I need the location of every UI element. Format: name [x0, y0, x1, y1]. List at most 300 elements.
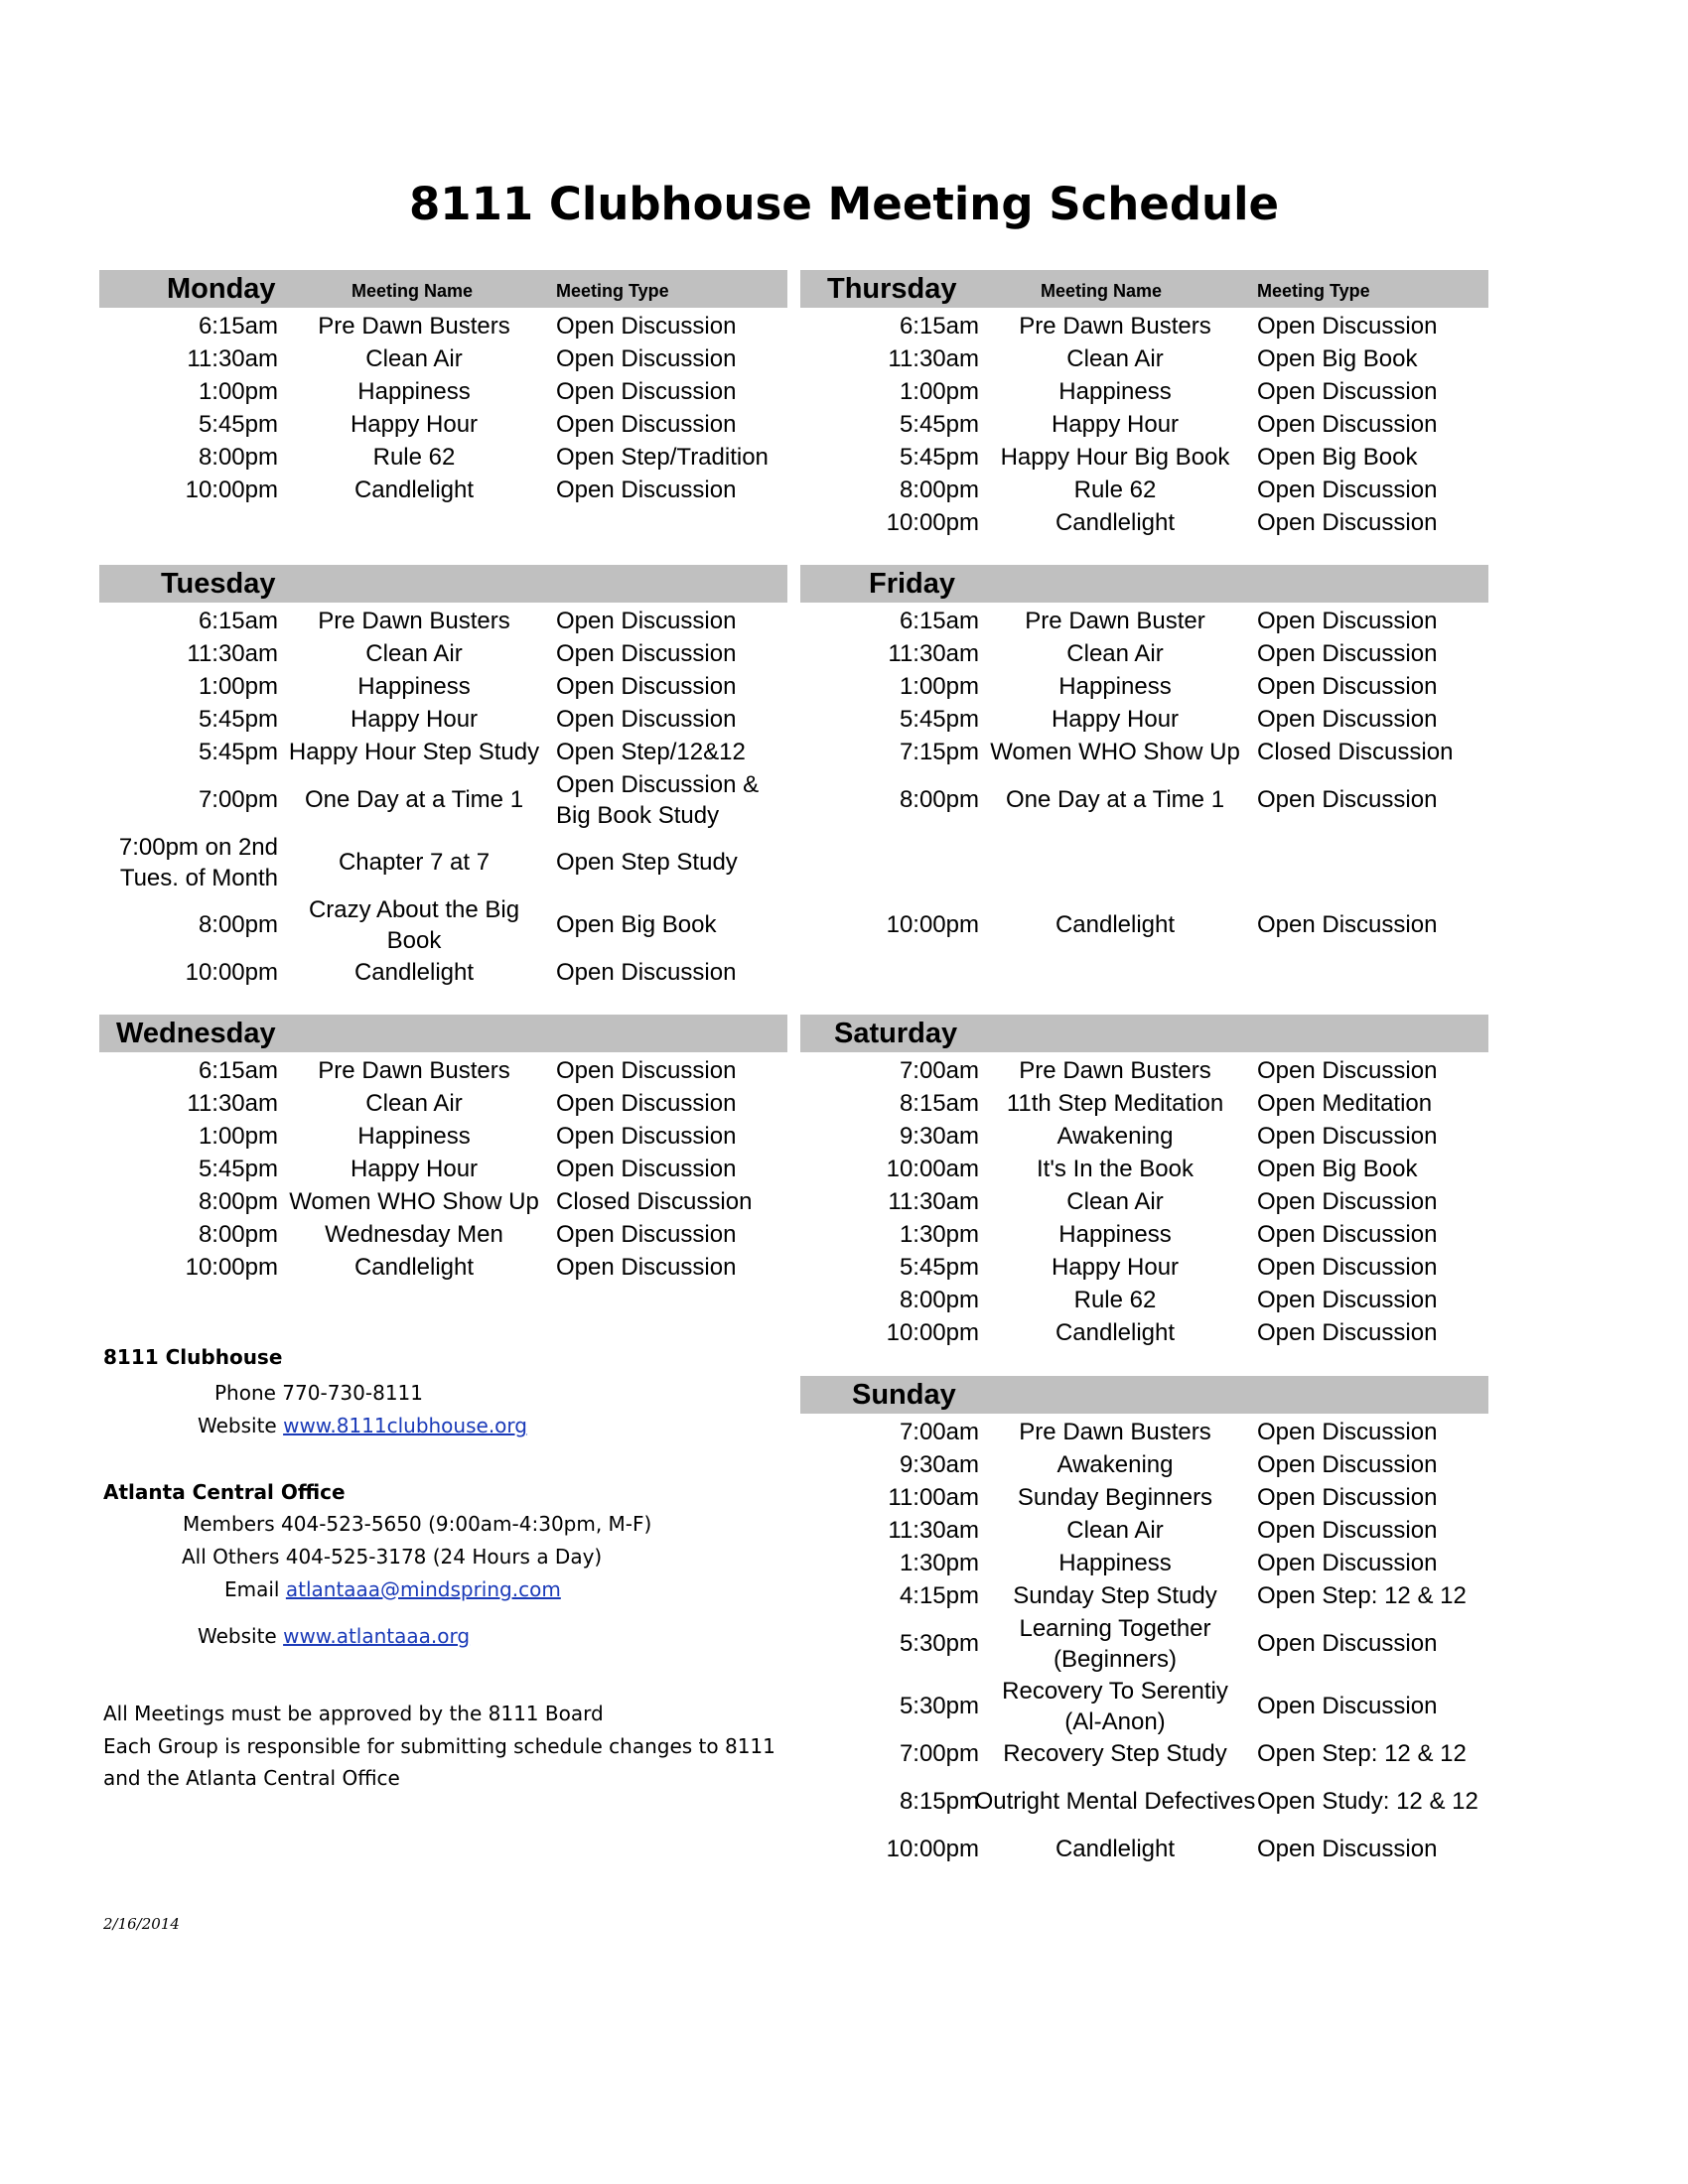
meeting-type: Open Step/12&12 — [556, 739, 746, 765]
meeting-type-cell — [1257, 1833, 1495, 1865]
meeting-name-cell — [985, 1675, 1245, 1737]
time-cell — [99, 474, 278, 506]
meeting-name-cell — [284, 1054, 544, 1087]
meeting-name-cell — [985, 637, 1245, 670]
meeting-type: Open Big Book — [556, 911, 717, 938]
meeting-type: Open Discussion — [1257, 411, 1438, 438]
table-row — [99, 1218, 787, 1251]
table-row — [99, 670, 787, 703]
time-cell — [99, 831, 278, 893]
time-cell — [800, 1448, 979, 1481]
meeting-name-cell — [284, 1218, 544, 1251]
meeting-type: Open Discussion — [556, 378, 737, 405]
time-cell — [800, 703, 979, 736]
time: 8:00pm — [198, 1188, 278, 1215]
day-title: Monday — [167, 273, 276, 305]
time-cell — [800, 1675, 979, 1737]
table-row — [99, 893, 787, 956]
meeting-name-cell — [985, 375, 1245, 408]
meeting-type: Open Step: 12 & 12 — [1257, 1740, 1467, 1767]
meeting-type: Open Discussion — [1257, 1254, 1438, 1281]
sunday-header — [800, 1376, 1488, 1414]
time-cell — [99, 1185, 278, 1218]
meeting-name-cell — [284, 670, 544, 703]
meeting-type: Open Discussion — [1257, 1419, 1438, 1445]
meeting-type: Open Discussion — [1257, 1484, 1438, 1511]
time: 5:45pm — [198, 411, 278, 438]
meeting-name-cell — [284, 1251, 544, 1284]
meeting-name: Rule 62 — [372, 444, 456, 471]
meeting-name-cell — [985, 1120, 1245, 1153]
time-cell — [800, 637, 979, 670]
meeting-type: Closed Discussion — [1257, 739, 1454, 765]
office-email-link[interactable]: atlantaaa@mindspring.com — [285, 1577, 561, 1601]
time: 10:00pm — [886, 1319, 979, 1346]
table-row — [800, 441, 1488, 474]
meeting-type-cell — [1257, 342, 1495, 375]
meeting-type: Open Discussion — [556, 313, 737, 340]
meeting-name: Happy Hour — [350, 411, 479, 438]
meeting-type-cell — [1257, 1770, 1495, 1833]
time: 7:00am — [899, 1419, 979, 1445]
table-row — [800, 1153, 1488, 1185]
table-row — [800, 1675, 1488, 1737]
table-row — [99, 831, 787, 893]
meeting-type: Open Study: 12 & 12 — [1257, 1788, 1478, 1815]
meeting-type-cell — [1257, 605, 1495, 637]
time: 10:00pm — [886, 911, 979, 938]
monday-header — [99, 270, 787, 308]
meeting-type: Open Discussion — [1257, 1517, 1438, 1544]
time: 9:30am — [899, 1451, 979, 1478]
meeting-type: Open Big Book — [1257, 345, 1418, 372]
meeting-type: Open Discussion — [1257, 1188, 1438, 1215]
time-cell — [800, 1120, 979, 1153]
time-cell — [800, 768, 979, 831]
meeting-name: Pre Dawn Busters — [1019, 1057, 1211, 1084]
meeting-type-cell — [556, 310, 794, 342]
table-row — [800, 474, 1488, 506]
meeting-name: Happy Hour — [1051, 706, 1180, 733]
day-title: Friday — [869, 568, 956, 600]
meeting-name-cell — [985, 1579, 1245, 1612]
meeting-type-cell — [556, 1054, 794, 1087]
meeting-name-cell — [985, 1612, 1245, 1675]
time-cell — [99, 408, 278, 441]
meeting-type-cell — [1257, 1675, 1495, 1737]
meeting-name: Chapter 7 at 7 — [338, 849, 491, 876]
meeting-type-cell — [1257, 1120, 1495, 1153]
website-label: Website — [198, 1414, 277, 1437]
time-cell — [800, 310, 979, 342]
table-row — [800, 831, 1488, 893]
meeting-name-cell — [985, 1251, 1245, 1284]
time: 6:15am — [899, 608, 979, 634]
meeting-type-cell — [1257, 893, 1495, 956]
meeting-name: Pre Dawn Busters — [318, 1057, 510, 1084]
time-cell — [800, 670, 979, 703]
meeting-type-cell — [556, 1153, 794, 1185]
meeting-name: Outright Mental Defectives — [974, 1788, 1256, 1815]
table-row — [800, 506, 1488, 539]
table-row — [800, 605, 1488, 637]
time-cell — [800, 1251, 979, 1284]
time-cell — [800, 736, 979, 768]
meeting-type: Open Discussion — [556, 1057, 737, 1084]
time: 10:00pm — [886, 1836, 979, 1862]
meeting-type: Open Discussion — [556, 411, 737, 438]
meeting-type: Open Step Study — [556, 849, 738, 876]
time-cell — [800, 375, 979, 408]
table-row — [800, 1833, 1488, 1865]
time-cell — [800, 1612, 979, 1675]
meeting-name-cell — [284, 474, 544, 506]
day-title: Thursday — [827, 273, 957, 305]
time: 5:45pm — [899, 706, 979, 733]
meeting-name: Awakening — [1056, 1123, 1174, 1150]
meeting-type: Open Discussion — [1257, 509, 1438, 536]
meeting-type-cell — [1257, 474, 1495, 506]
meeting-type-cell — [556, 736, 794, 768]
meeting-name-cell — [985, 736, 1245, 768]
time-cell — [800, 1770, 979, 1833]
meeting-type-cell — [1257, 1316, 1495, 1349]
time: 11:30am — [888, 1188, 979, 1215]
meeting-name: Candlelight — [1055, 911, 1176, 938]
meeting-name-cell — [974, 1770, 1256, 1833]
meeting-type: Open Discussion — [556, 608, 737, 634]
meeting-name-cell — [284, 768, 544, 831]
thursday-header — [800, 270, 1488, 308]
time: 5:30pm — [899, 1630, 979, 1657]
time: 10:00pm — [185, 959, 278, 986]
table-row — [800, 1770, 1488, 1833]
meeting-name: Pre Dawn Busters — [1019, 313, 1211, 340]
table-row — [800, 1284, 1488, 1316]
meeting-type: Open Discussion — [1257, 378, 1438, 405]
meeting-name: Learning Together (Beginners) — [1019, 1614, 1211, 1673]
table-row — [99, 310, 787, 342]
time: 11:30am — [187, 1090, 278, 1117]
meeting-name-cell — [985, 1153, 1245, 1185]
meeting-type-cell — [1257, 310, 1495, 342]
time-cell — [99, 310, 278, 342]
meeting-type-cell — [1257, 441, 1495, 474]
time: 8:00pm — [198, 444, 278, 471]
meeting-type-cell — [556, 768, 794, 831]
table-row — [800, 1514, 1488, 1547]
meeting-name: Clean Air — [365, 1090, 463, 1117]
time: 8:00pm — [198, 911, 278, 938]
meeting-name: Pre Dawn Busters — [318, 313, 510, 340]
time: 6:15am — [198, 1057, 278, 1084]
time-cell — [800, 1481, 979, 1514]
time: 8:15pm — [899, 1788, 979, 1815]
time-cell — [99, 342, 278, 375]
meeting-name: Happiness — [1058, 1221, 1172, 1248]
meeting-type-cell — [556, 831, 794, 893]
meeting-type-cell — [1257, 1054, 1495, 1087]
time: 5:45pm — [198, 706, 278, 733]
meeting-type: Open Discussion — [1257, 1836, 1438, 1862]
time: 5:45pm — [899, 411, 979, 438]
tuesday-section — [99, 565, 787, 986]
meeting-type-cell — [1257, 637, 1495, 670]
meeting-type: Open Discussion — [556, 1221, 737, 1248]
meeting-name-cell — [985, 893, 1245, 956]
meeting-name: Happy Hour — [350, 706, 479, 733]
meeting-type: Open Discussion — [556, 477, 737, 503]
meeting-type-cell — [556, 375, 794, 408]
meeting-type-cell — [1257, 1448, 1495, 1481]
meeting-name-cell — [284, 1120, 544, 1153]
time-cell — [800, 342, 979, 375]
time: 4:15pm — [899, 1582, 979, 1609]
time-cell — [800, 474, 979, 506]
page-title: 8111 Clubhouse Meeting Schedule — [408, 178, 1280, 230]
meeting-type-cell — [556, 956, 794, 989]
table-row — [800, 1185, 1488, 1218]
clubhouse-website-line — [198, 1411, 527, 1440]
time-cell — [99, 670, 278, 703]
table-row — [800, 342, 1488, 375]
time: 1:00pm — [899, 378, 979, 405]
meeting-name-cell — [985, 408, 1245, 441]
meeting-type: Open Discussion — [556, 1090, 737, 1117]
friday-header — [800, 565, 1488, 603]
meeting-type-cell — [1257, 375, 1495, 408]
meeting-type-cell — [1257, 1218, 1495, 1251]
table-row — [99, 1153, 787, 1185]
meeting-type: Open Discussion — [1257, 786, 1438, 813]
table-row — [800, 1416, 1488, 1448]
meeting-name: Happy Hour — [1051, 1254, 1180, 1281]
meeting-name-cell — [985, 1547, 1245, 1579]
meeting-type-cell — [556, 342, 794, 375]
clubhouse-phone: Phone 770-730-8111 — [214, 1381, 423, 1405]
meeting-name: Happiness — [357, 1123, 471, 1150]
meeting-name: Candlelight — [1055, 1319, 1176, 1346]
time: 8:15am — [899, 1090, 979, 1117]
meeting-name: Candlelight — [353, 959, 475, 986]
meeting-type: Open Discussion — [1257, 706, 1438, 733]
meeting-name-cell — [985, 670, 1245, 703]
meeting-name-cell — [985, 1416, 1245, 1448]
members-phone: Members 404-523-5650 (9:00am-4:30pm, M-F) — [183, 1512, 652, 1536]
time: 7:15pm — [899, 739, 979, 765]
time-cell — [99, 1153, 278, 1185]
meeting-name-cell — [985, 1833, 1245, 1865]
meeting-name-cell — [284, 441, 544, 474]
day-title: Wednesday — [116, 1018, 276, 1049]
time: 7:00am — [899, 1057, 979, 1084]
meeting-name: Clean Air — [1066, 345, 1164, 372]
table-row — [800, 1737, 1488, 1770]
meeting-type-cell — [1257, 1547, 1495, 1579]
meeting-name: One Day at a Time 1 — [1005, 786, 1225, 813]
meeting-type: Open Meditation — [1257, 1090, 1433, 1117]
meeting-type: Open Discussion & Big Book Study — [556, 770, 760, 829]
time: 1:00pm — [198, 378, 278, 405]
meeting-type: Open Discussion — [1257, 1123, 1438, 1150]
time: 9:30am — [899, 1123, 979, 1150]
meeting-name: Rule 62 — [1073, 1287, 1157, 1313]
meeting-name-cell — [985, 831, 1245, 893]
meeting-type: Open Discussion — [1257, 1221, 1438, 1248]
meeting-name: It's In the Book — [1036, 1156, 1194, 1182]
meeting-type: Open Discussion — [556, 673, 737, 700]
meeting-type: Open Discussion — [556, 640, 737, 667]
meeting-type-cell — [556, 1120, 794, 1153]
meeting-name-cell — [985, 1514, 1245, 1547]
meeting-name: Wednesday Men — [325, 1221, 503, 1248]
meeting-name-cell — [985, 474, 1245, 506]
time-cell — [800, 1185, 979, 1218]
table-row — [800, 1120, 1488, 1153]
meeting-name: Clean Air — [1066, 1188, 1164, 1215]
meeting-name-cell — [985, 1284, 1245, 1316]
meeting-type: Open Discussion — [556, 1123, 737, 1150]
time-cell — [800, 1579, 979, 1612]
table-row — [800, 1481, 1488, 1514]
time: 11:30am — [888, 640, 979, 667]
meeting-type-cell — [1257, 703, 1495, 736]
meeting-type-cell — [556, 670, 794, 703]
table-row — [800, 310, 1488, 342]
meeting-name-cell — [985, 703, 1245, 736]
friday-section — [800, 565, 1488, 938]
time-cell — [800, 1316, 979, 1349]
meeting-type-cell — [556, 1218, 794, 1251]
meeting-type: Open Discussion — [556, 959, 737, 986]
meeting-name-cell — [284, 408, 544, 441]
meeting-name: Rule 62 — [1073, 477, 1157, 503]
note-responsibility-cont: and the Atlanta Central Office — [103, 1766, 400, 1790]
meeting-name: Pre Dawn Busters — [318, 608, 510, 634]
clubhouse-website-link[interactable]: www.8111clubhouse.org — [283, 1414, 527, 1437]
table-row — [800, 1612, 1488, 1675]
time-cell — [800, 893, 979, 956]
table-row — [800, 1054, 1488, 1087]
table-row — [99, 768, 787, 831]
column-header-name: Meeting Name — [352, 281, 474, 301]
meeting-type-cell — [1257, 1514, 1495, 1547]
table-row — [800, 893, 1488, 956]
meeting-name-cell — [284, 310, 544, 342]
time: 6:15am — [899, 313, 979, 340]
meeting-name: Clean Air — [1066, 640, 1164, 667]
time-cell — [99, 1218, 278, 1251]
table-row — [800, 1448, 1488, 1481]
meeting-name: Happiness — [1058, 1550, 1172, 1576]
office-website-line — [198, 1621, 470, 1651]
meeting-type-cell — [556, 1087, 794, 1120]
time: 6:15am — [198, 313, 278, 340]
meeting-name-cell — [985, 768, 1245, 831]
saturday-section — [800, 1015, 1488, 1346]
meeting-name: 11th Step Meditation — [1006, 1090, 1224, 1117]
meeting-type: Open Discussion — [1257, 1319, 1438, 1346]
time: 5:30pm — [899, 1693, 979, 1719]
meeting-type: Open Discussion — [1257, 1630, 1438, 1657]
table-row — [800, 637, 1488, 670]
meeting-type-cell — [1257, 1481, 1495, 1514]
day-title: Saturday — [834, 1018, 958, 1049]
time-cell — [99, 768, 278, 831]
meeting-type-cell — [1257, 1087, 1495, 1120]
table-row — [99, 408, 787, 441]
meeting-name-cell — [284, 736, 544, 768]
meeting-type-cell — [1257, 1284, 1495, 1316]
meeting-name-cell — [284, 703, 544, 736]
meeting-type-cell — [556, 474, 794, 506]
time: 1:00pm — [198, 1123, 278, 1150]
time: 7:00pm on 2nd Tues. of Month — [118, 833, 278, 891]
meeting-name-cell — [985, 1054, 1245, 1087]
meeting-type: Open Step: 12 & 12 — [1257, 1582, 1467, 1609]
website-label: Website — [198, 1624, 277, 1648]
table-row — [99, 474, 787, 506]
table-row — [99, 1054, 787, 1087]
meeting-type-cell — [556, 893, 794, 956]
time: 10:00am — [886, 1156, 979, 1182]
meeting-type-cell — [1257, 1153, 1495, 1185]
note-approval: All Meetings must be approved by the 8111 Board — [103, 1702, 604, 1725]
time-cell — [800, 1054, 979, 1087]
meeting-type: Open Discussion — [1257, 1550, 1438, 1576]
column-header-type: Meeting Type — [556, 281, 669, 301]
all-others-phone: All Others 404-525-3178 (24 Hours a Day) — [182, 1545, 603, 1569]
meeting-name-cell — [985, 605, 1245, 637]
meeting-name: Happy Hour — [1051, 411, 1180, 438]
meeting-name-cell — [985, 342, 1245, 375]
table-row — [99, 1185, 787, 1218]
revision-date: 2/16/2014 — [103, 1915, 180, 1933]
table-row — [99, 375, 787, 408]
time-cell — [99, 736, 278, 768]
table-row — [800, 1087, 1488, 1120]
time-cell — [800, 1514, 979, 1547]
meeting-type-cell — [1257, 506, 1495, 539]
meeting-type: Open Discussion — [1257, 608, 1438, 634]
time: 11:30am — [187, 345, 278, 372]
table-row — [99, 342, 787, 375]
time: 11:00am — [888, 1484, 979, 1511]
meeting-name: Sunday Step Study — [1013, 1582, 1217, 1609]
meeting-name-cell — [985, 1218, 1245, 1251]
meeting-name: Candlelight — [1055, 509, 1176, 536]
wednesday-header — [99, 1015, 787, 1052]
meeting-name: Candlelight — [353, 477, 475, 503]
note-responsibility: Each Group is responsible for submitting schedule changes to 8111 — [103, 1734, 775, 1758]
meeting-type: Open Discussion — [556, 1156, 737, 1182]
meeting-name-cell — [985, 310, 1245, 342]
table-row — [800, 1579, 1488, 1612]
table-row — [99, 1120, 787, 1153]
meeting-type: Open Discussion — [1257, 640, 1438, 667]
time-cell — [99, 703, 278, 736]
time-cell — [800, 1737, 979, 1770]
meeting-name-cell — [284, 831, 544, 893]
meeting-name: Recovery Step Study — [1003, 1740, 1227, 1767]
time: 11:30am — [187, 640, 278, 667]
table-row — [800, 703, 1488, 736]
meeting-type: Open Discussion — [556, 706, 737, 733]
table-row — [800, 1251, 1488, 1284]
office-website-link[interactable]: www.atlantaaa.org — [283, 1624, 471, 1648]
time: 10:00pm — [886, 509, 979, 536]
time: 8:00pm — [899, 477, 979, 503]
